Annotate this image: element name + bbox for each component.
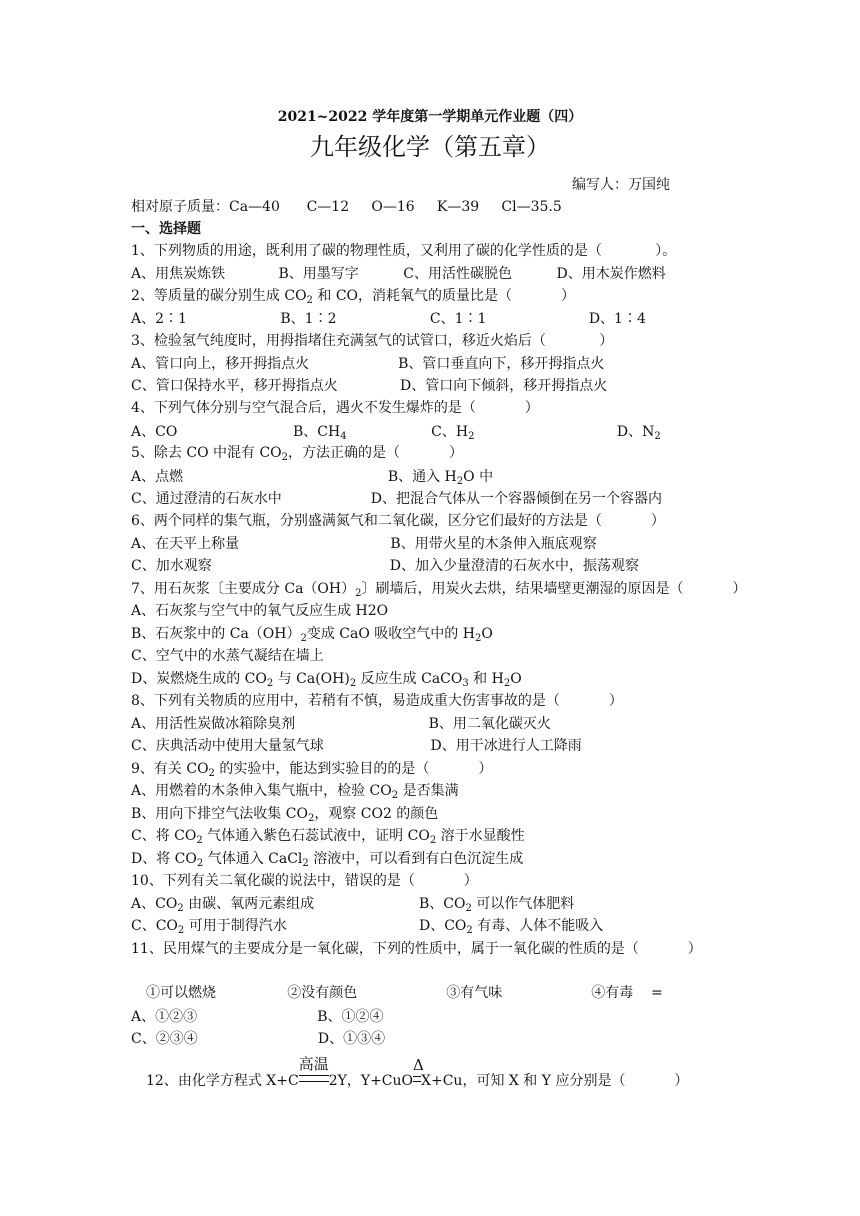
q5-text: 5、除去 CO 中混有 CO xyxy=(131,445,282,461)
question-10-option-c xyxy=(131,917,287,935)
q10b-text: B、CO xyxy=(419,896,466,912)
equation-sign-heat xyxy=(413,1056,424,1090)
subscript: 2 xyxy=(429,835,437,846)
q12-text: 12、由化学方程式 X+C xyxy=(146,1073,299,1089)
q7d-text: 和 H xyxy=(468,671,504,687)
subscript: 2 xyxy=(456,476,464,487)
question-7-option-d xyxy=(131,670,522,688)
subscript: 2 xyxy=(391,790,399,801)
subscript: 2 xyxy=(266,678,274,689)
subscript: 2 xyxy=(302,858,309,869)
q7b-text: 变成 CaO 吸收空气中的 H xyxy=(306,626,475,642)
q10c-text: 可用于制得汽水 xyxy=(184,918,287,934)
question-10: 10、下列有关二氧化碳的说法中，错误的是（ ） xyxy=(131,873,478,889)
question-10-option-a xyxy=(131,895,314,913)
q9a-text: A、用燃着的木条伸入集气瓶中，检验 CO xyxy=(131,783,392,799)
question-7 xyxy=(131,580,746,598)
subscript: 2 xyxy=(300,633,307,644)
q9a-text: 是否集满 xyxy=(398,783,459,799)
q9-text: 9、有关 CO xyxy=(131,761,209,777)
question-6-options-ab: A、在天平上称量 B、用带火星的木条伸入瓶底观察 xyxy=(131,536,597,552)
question-1: 1、下列物质的用途，既利用了碳的物理性质，又利用了碳的化学性质的是（ ）。 xyxy=(131,243,677,259)
equation-sign-high-temp xyxy=(298,1055,329,1090)
question-3: 3、检验氢气纯度时，用拇指堵住充满氢气的试管口，移近火焰后（ ） xyxy=(131,333,614,349)
page-title: 九年级化学（第五章） xyxy=(310,133,550,161)
subscript: 3 xyxy=(462,678,469,689)
subscript: 2 xyxy=(306,295,313,306)
q10a-text: 由碳、氧两元素组成 xyxy=(183,896,315,912)
question-5-options-ab xyxy=(131,468,493,486)
subscript: 2 xyxy=(466,925,473,936)
subscript: 2 xyxy=(474,633,482,644)
q9c-text: 气体通入紫色石蕊试液中，证明 CO xyxy=(202,828,430,844)
question-4: 4、下列气体分别与空气混合后，遇火不发生爆炸的是（ ） xyxy=(131,400,539,416)
question-8: 8、下列有关物质的应用中，若稍有不慎，易造成重大伤害事故的是（ ） xyxy=(131,693,623,709)
q5-text: ，方法正确的是（ ） xyxy=(288,445,463,461)
question-5-options-cd: C、通过澄清的石灰水中 D、把混合气体从一个容器倾倒在另一个容器内 xyxy=(131,491,662,507)
q9c-text: 溶于水显酸性 xyxy=(436,828,525,844)
question-8-options-ab: A、用活性炭做冰箱除臭剂 B、用二氧化碳灭火 xyxy=(131,716,551,732)
q10b-text: 可以作气体肥料 xyxy=(471,896,575,912)
question-9-option-b xyxy=(131,805,438,823)
q5-option-ab: A、点燃 B、通入 H xyxy=(131,469,457,485)
subscript: 2 xyxy=(281,452,289,463)
q7b-text: B、石灰浆中的 Ca（OH） xyxy=(131,626,301,642)
question-3-options-ab: A、管口向上，移开拇指点火 B、管口垂直向下，移开拇指点火 xyxy=(131,356,605,372)
subscript: 2 xyxy=(654,431,661,442)
subscript: 2 xyxy=(349,678,357,689)
q7d-text: D、炭燃烧生成的 CO xyxy=(131,671,267,687)
double-line xyxy=(299,1075,329,1082)
question-10-option-b xyxy=(419,895,574,913)
author-line: 编写人：万国纯 xyxy=(572,177,670,193)
term-heading: 2021~2022 学年度第一学期单元作业题（四） xyxy=(277,109,583,125)
condition-heat: Δ xyxy=(413,1056,424,1074)
question-9-option-d xyxy=(131,850,523,868)
question-9 xyxy=(131,760,492,778)
question-7-option-b xyxy=(131,625,493,643)
q9-text: 的实验中，能达到实验目的的是（ ） xyxy=(214,761,493,777)
condition-high-temp: 高温 xyxy=(298,1055,329,1073)
q7-text: 〕刷墙后，用炭火去烘，结果墙壁更潮湿的原因是（ ） xyxy=(361,581,747,597)
equals-line xyxy=(413,1076,421,1082)
question-5 xyxy=(131,444,463,462)
q7d-text: O xyxy=(510,671,522,687)
question-1-options: A、用焦炭炼铁 B、用墨写字 C、用活性碳脱色 D、用木炭作燃料 xyxy=(131,266,666,282)
question-11-options-cd: C、②③④ D、①③④ xyxy=(131,1031,386,1047)
subscript: 2 xyxy=(196,858,204,869)
atomic-masses-line: 相对原子质量：Ca—40 C—12 O—16 K—39 Cl—35.5 xyxy=(131,199,562,215)
question-12 xyxy=(146,1055,689,1090)
q5-option-b-end: O 中 xyxy=(463,469,494,485)
q10d-text: D、CO xyxy=(419,918,467,934)
subscript: 2 xyxy=(177,925,185,936)
question-6: 6、两个同样的集气瓶，分别盛满氮气和二氧化碳，区分它们最好的方法是（ ） xyxy=(131,513,665,529)
q10c-text: C、CO xyxy=(131,918,178,934)
subscript: 2 xyxy=(196,835,203,846)
q9d-text: 气体通入 CaCl xyxy=(203,851,303,867)
question-7-option-a: A、石灰浆与空气中的氧气反应生成 H2O xyxy=(131,603,389,619)
q2-text: 和 CO，消耗氧气的质量比是（ ） xyxy=(312,288,575,304)
q7-text: 7、用石灰浆〔主要成分 Ca（OH） xyxy=(131,581,356,597)
q10d-text: 有毒、人体不能吸入 xyxy=(472,918,604,934)
question-11-options-ab: A、①②③ B、①②④ xyxy=(131,1009,384,1025)
question-9-option-a xyxy=(131,782,459,800)
subscript: 2 xyxy=(468,431,475,442)
question-8-options-cd: C、庆典活动中使用大量氢气球 D、用干冰进行人工降雨 xyxy=(131,738,582,754)
question-2 xyxy=(131,287,575,305)
q7d-text: 反应生成 CaCO xyxy=(356,671,463,687)
subscript: 2 xyxy=(177,903,184,914)
question-11: 11、民用煤气的主要成分是一氧化碳，下列的性质中，属于一氧化碳的性质的是（ ） xyxy=(131,941,702,957)
subscript: 2 xyxy=(355,588,362,599)
subscript: 2 xyxy=(503,678,511,689)
q4-option-ab: A、CO B、CH xyxy=(131,424,341,440)
subscript: 4 xyxy=(340,431,347,442)
q9b-text: B、用向下排空气法收集 CO xyxy=(131,806,308,822)
subscript: 2 xyxy=(208,768,215,779)
q9d-text: D、将 CO xyxy=(131,851,197,867)
q7b-text: O xyxy=(481,626,493,642)
question-10-option-d xyxy=(419,917,603,935)
question-11-items: ①可以燃烧 ②没有颜色 ③有气味 ④有毒 = xyxy=(146,985,663,1001)
q4-option-d: D、N xyxy=(474,424,655,440)
q10a-text: A、CO xyxy=(131,896,178,912)
q7d-text: 与 Ca(OH) xyxy=(273,671,350,687)
question-4-options xyxy=(131,423,661,441)
q9c-text: C、将 CO xyxy=(131,828,197,844)
question-9-option-c xyxy=(131,827,525,845)
q12-text: X+Cu，可知 X 和 Y 应分别是（ ） xyxy=(421,1073,689,1089)
subscript: 2 xyxy=(307,813,315,824)
question-6-options-cd: C、加水观察 D、加入少量澄清的石灰水中，振荡观察 xyxy=(131,558,639,574)
q2-text: 2、等质量的碳分别生成 CO xyxy=(131,288,307,304)
q4-option-c: C、H xyxy=(346,424,469,440)
q9b-text: ，观察 CO2 的颜色 xyxy=(314,806,439,822)
q12-text: 2Y，Y+CuO xyxy=(328,1073,414,1089)
question-3-options-cd: C、管口保持水平，移开拇指点火 D、管口向下倾斜，移开拇指点火 xyxy=(131,378,608,394)
question-7-option-c: C、空气中的水蒸气凝结在墙上 xyxy=(131,648,324,664)
question-2-options: A、2∶1 B、1∶2 C、1∶1 D、1∶4 xyxy=(131,311,646,327)
q9d-text: 溶液中，可以看到有白色沉淀生成 xyxy=(308,851,524,867)
section-heading: 一、选择题 xyxy=(131,221,201,237)
subscript: 2 xyxy=(465,903,472,914)
